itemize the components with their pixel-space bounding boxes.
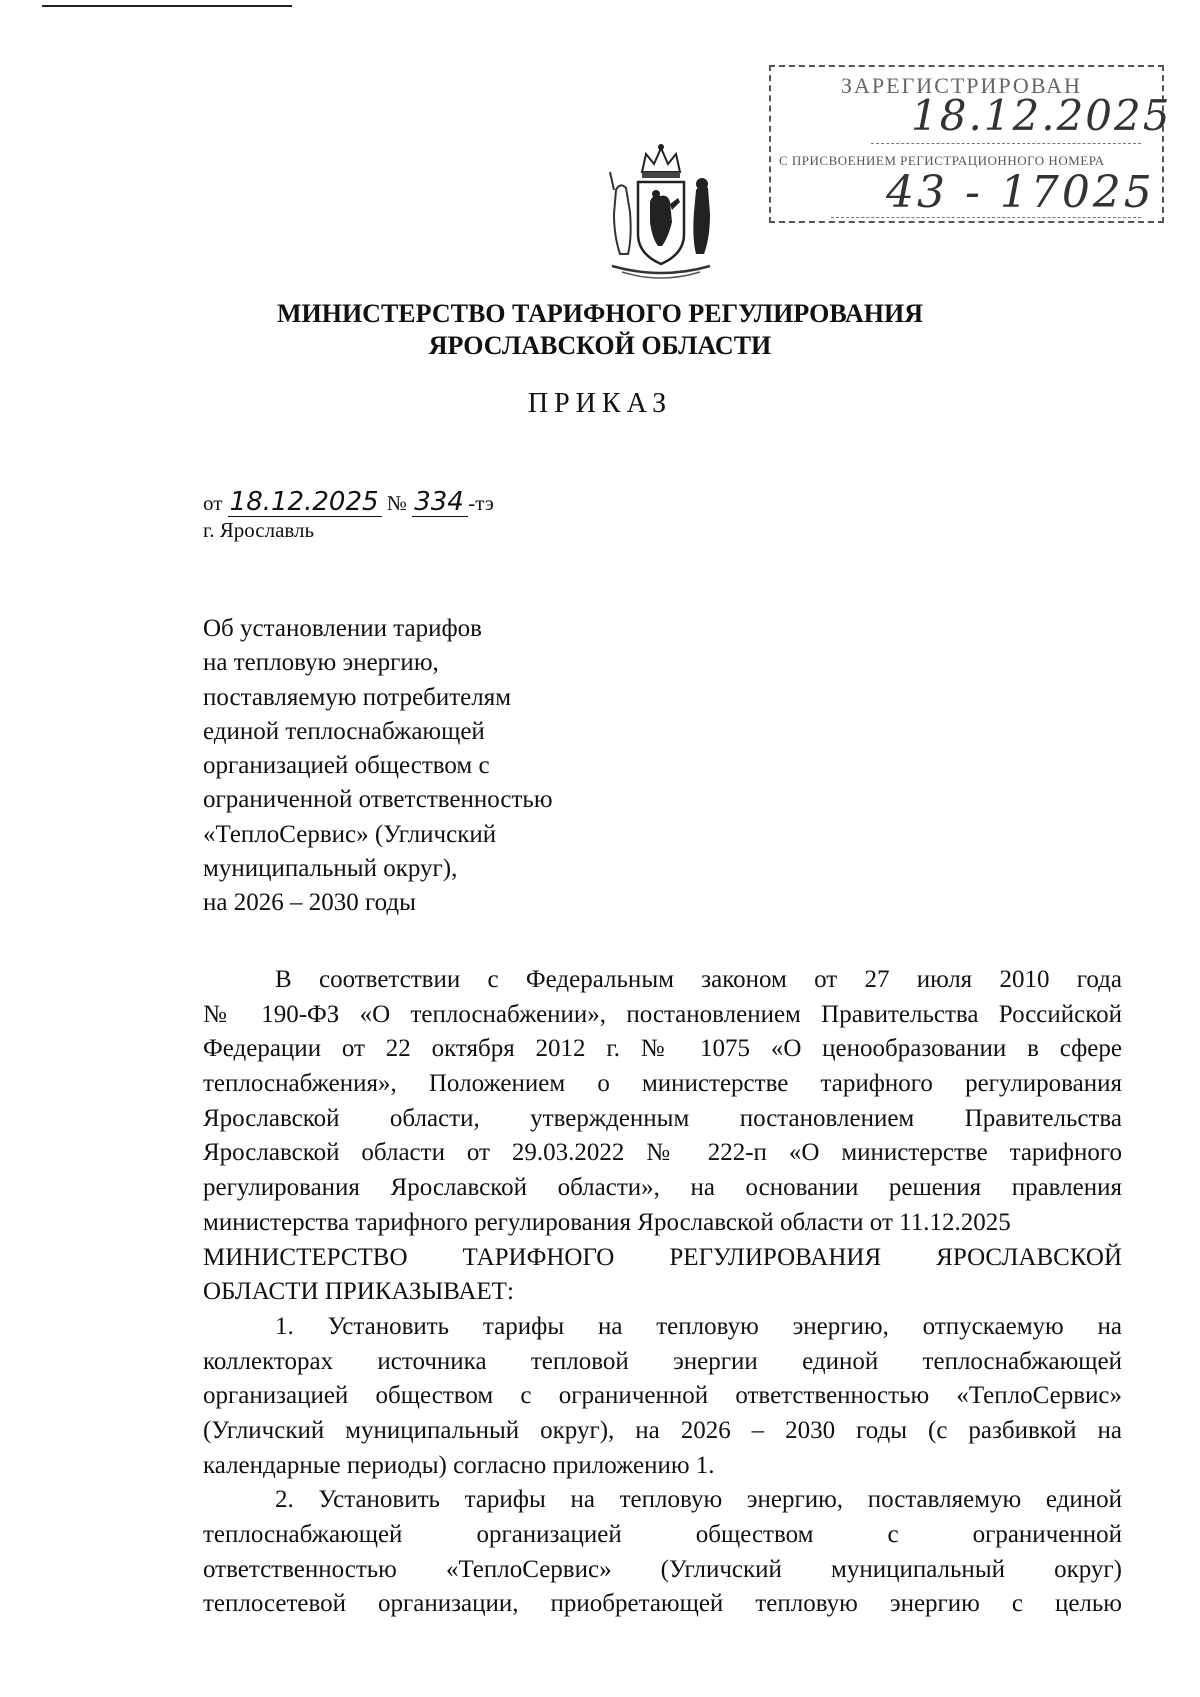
subject-line: Об установлении тарифов	[203, 615, 482, 642]
ministry-line-2: ЯРОСЛАВСКОЙ ОБЛАСТИ	[428, 331, 772, 360]
stamp-number-line	[831, 217, 1141, 219]
body-line: теплоснабжения», Положением о министерстве тарифного регулирования	[203, 1070, 1122, 1098]
subject-line: единой теплоснабжающей	[203, 717, 485, 745]
stamp-date-line	[871, 143, 1141, 145]
subject-line: поставляемую потребителям	[203, 683, 512, 711]
body-line: Ярославской области, утвержденным постановлением Правительства	[203, 1104, 1122, 1132]
body-line: ОБЛАСТИ ПРИКАЗЫВАЕТ:	[203, 1278, 514, 1306]
order-number: 334	[412, 488, 468, 517]
ministry-name	[0, 298, 1200, 362]
body-line: № 190-ФЗ «О теплоснабжении», постановлением Правительства Российской	[203, 1000, 1122, 1028]
scan-edge-line	[42, 5, 292, 7]
order-title: ПРИКАЗ	[527, 388, 673, 419]
body-line: (Угличский муниципальный округ), на 2026 – 2030 годы (с разбивкой на	[203, 1416, 1122, 1444]
body-line: Ярославской области от 29.03.2022 № 222-п «О министерстве тарифного	[203, 1139, 1122, 1167]
subject-line: муниципальный округ),	[203, 855, 458, 883]
body-line: календарные периоды) согласно приложению 1.	[203, 1451, 715, 1479]
order-date-number	[203, 488, 494, 517]
subject-line: на 2026 – 2030 годы	[203, 889, 416, 917]
body-line: В соответствии с Федеральным законом от 27 июля 2010 года	[275, 966, 1122, 993]
stamp-date: 18.12.2025	[911, 91, 1172, 140]
order-body	[203, 963, 1122, 1622]
subject-line: организацией обществом с	[203, 752, 490, 780]
yaroslavl-coat-of-arms-icon	[602, 142, 720, 282]
subject-line: «ТеплоСервис» (Угличский	[203, 820, 497, 848]
order-suffix: -тэ	[468, 491, 494, 515]
order-subject	[203, 612, 553, 921]
body-line: регулирования Ярославской области», на основании решения правления	[203, 1174, 1122, 1202]
body-line: МИНИСТЕРСТВО ТАРИФНОГО РЕГУЛИРОВАНИЯ ЯРОСЛАВСКОЙ	[203, 1243, 1122, 1271]
body-line: 1. Установить тарифы на тепловую энергию, отпускаемую на	[275, 1312, 1122, 1340]
body-line: теплоснабжающей организацией обществом с ограниченной	[203, 1521, 1122, 1548]
body-line: ответственностью «ТеплоСервис» (Угличский муниципальный округ)	[203, 1555, 1122, 1583]
body-line: министерства тарифного регулирования Ярославской области от 11.12.2025	[203, 1208, 1011, 1236]
body-line: организацией обществом с ограниченной ответственностью «ТеплоСервис»	[203, 1382, 1122, 1410]
city: г. Ярославль	[203, 518, 315, 542]
number-label: №	[386, 491, 407, 515]
body-line: 2. Установить тарифы на тепловую энергию, поставляемую единой	[275, 1486, 1122, 1514]
subject-line: на тепловую энергию,	[203, 649, 439, 677]
subject-line: ограниченной ответственностью	[203, 786, 553, 814]
body-line: теплосетевой организации, приобретающей тепловую энергию с целью	[203, 1590, 1122, 1618]
body-line: коллекторах источника тепловой энергии единой теплоснабжающей	[203, 1347, 1122, 1375]
stamp-number: 43 - 17025	[886, 167, 1155, 218]
from-label: от	[203, 491, 223, 515]
order-date: 18.12.2025	[228, 488, 382, 517]
body-line: Федерации от 22 октября 2012 г. № 1075 «О ценообразовании в сфере	[203, 1035, 1122, 1063]
registration-stamp	[769, 65, 1172, 223]
stamp-title: ЗАРЕГИСТРИРОВАН	[841, 73, 1082, 98]
ministry-line-1: МИНИСТЕРСТВО ТАРИФНОГО РЕГУЛИРОВАНИЯ	[276, 299, 924, 328]
stamp-subtitle: С ПРИСВОЕНИЕМ РЕГИСТРАЦИОННОГО НОМЕРА	[779, 153, 1105, 168]
